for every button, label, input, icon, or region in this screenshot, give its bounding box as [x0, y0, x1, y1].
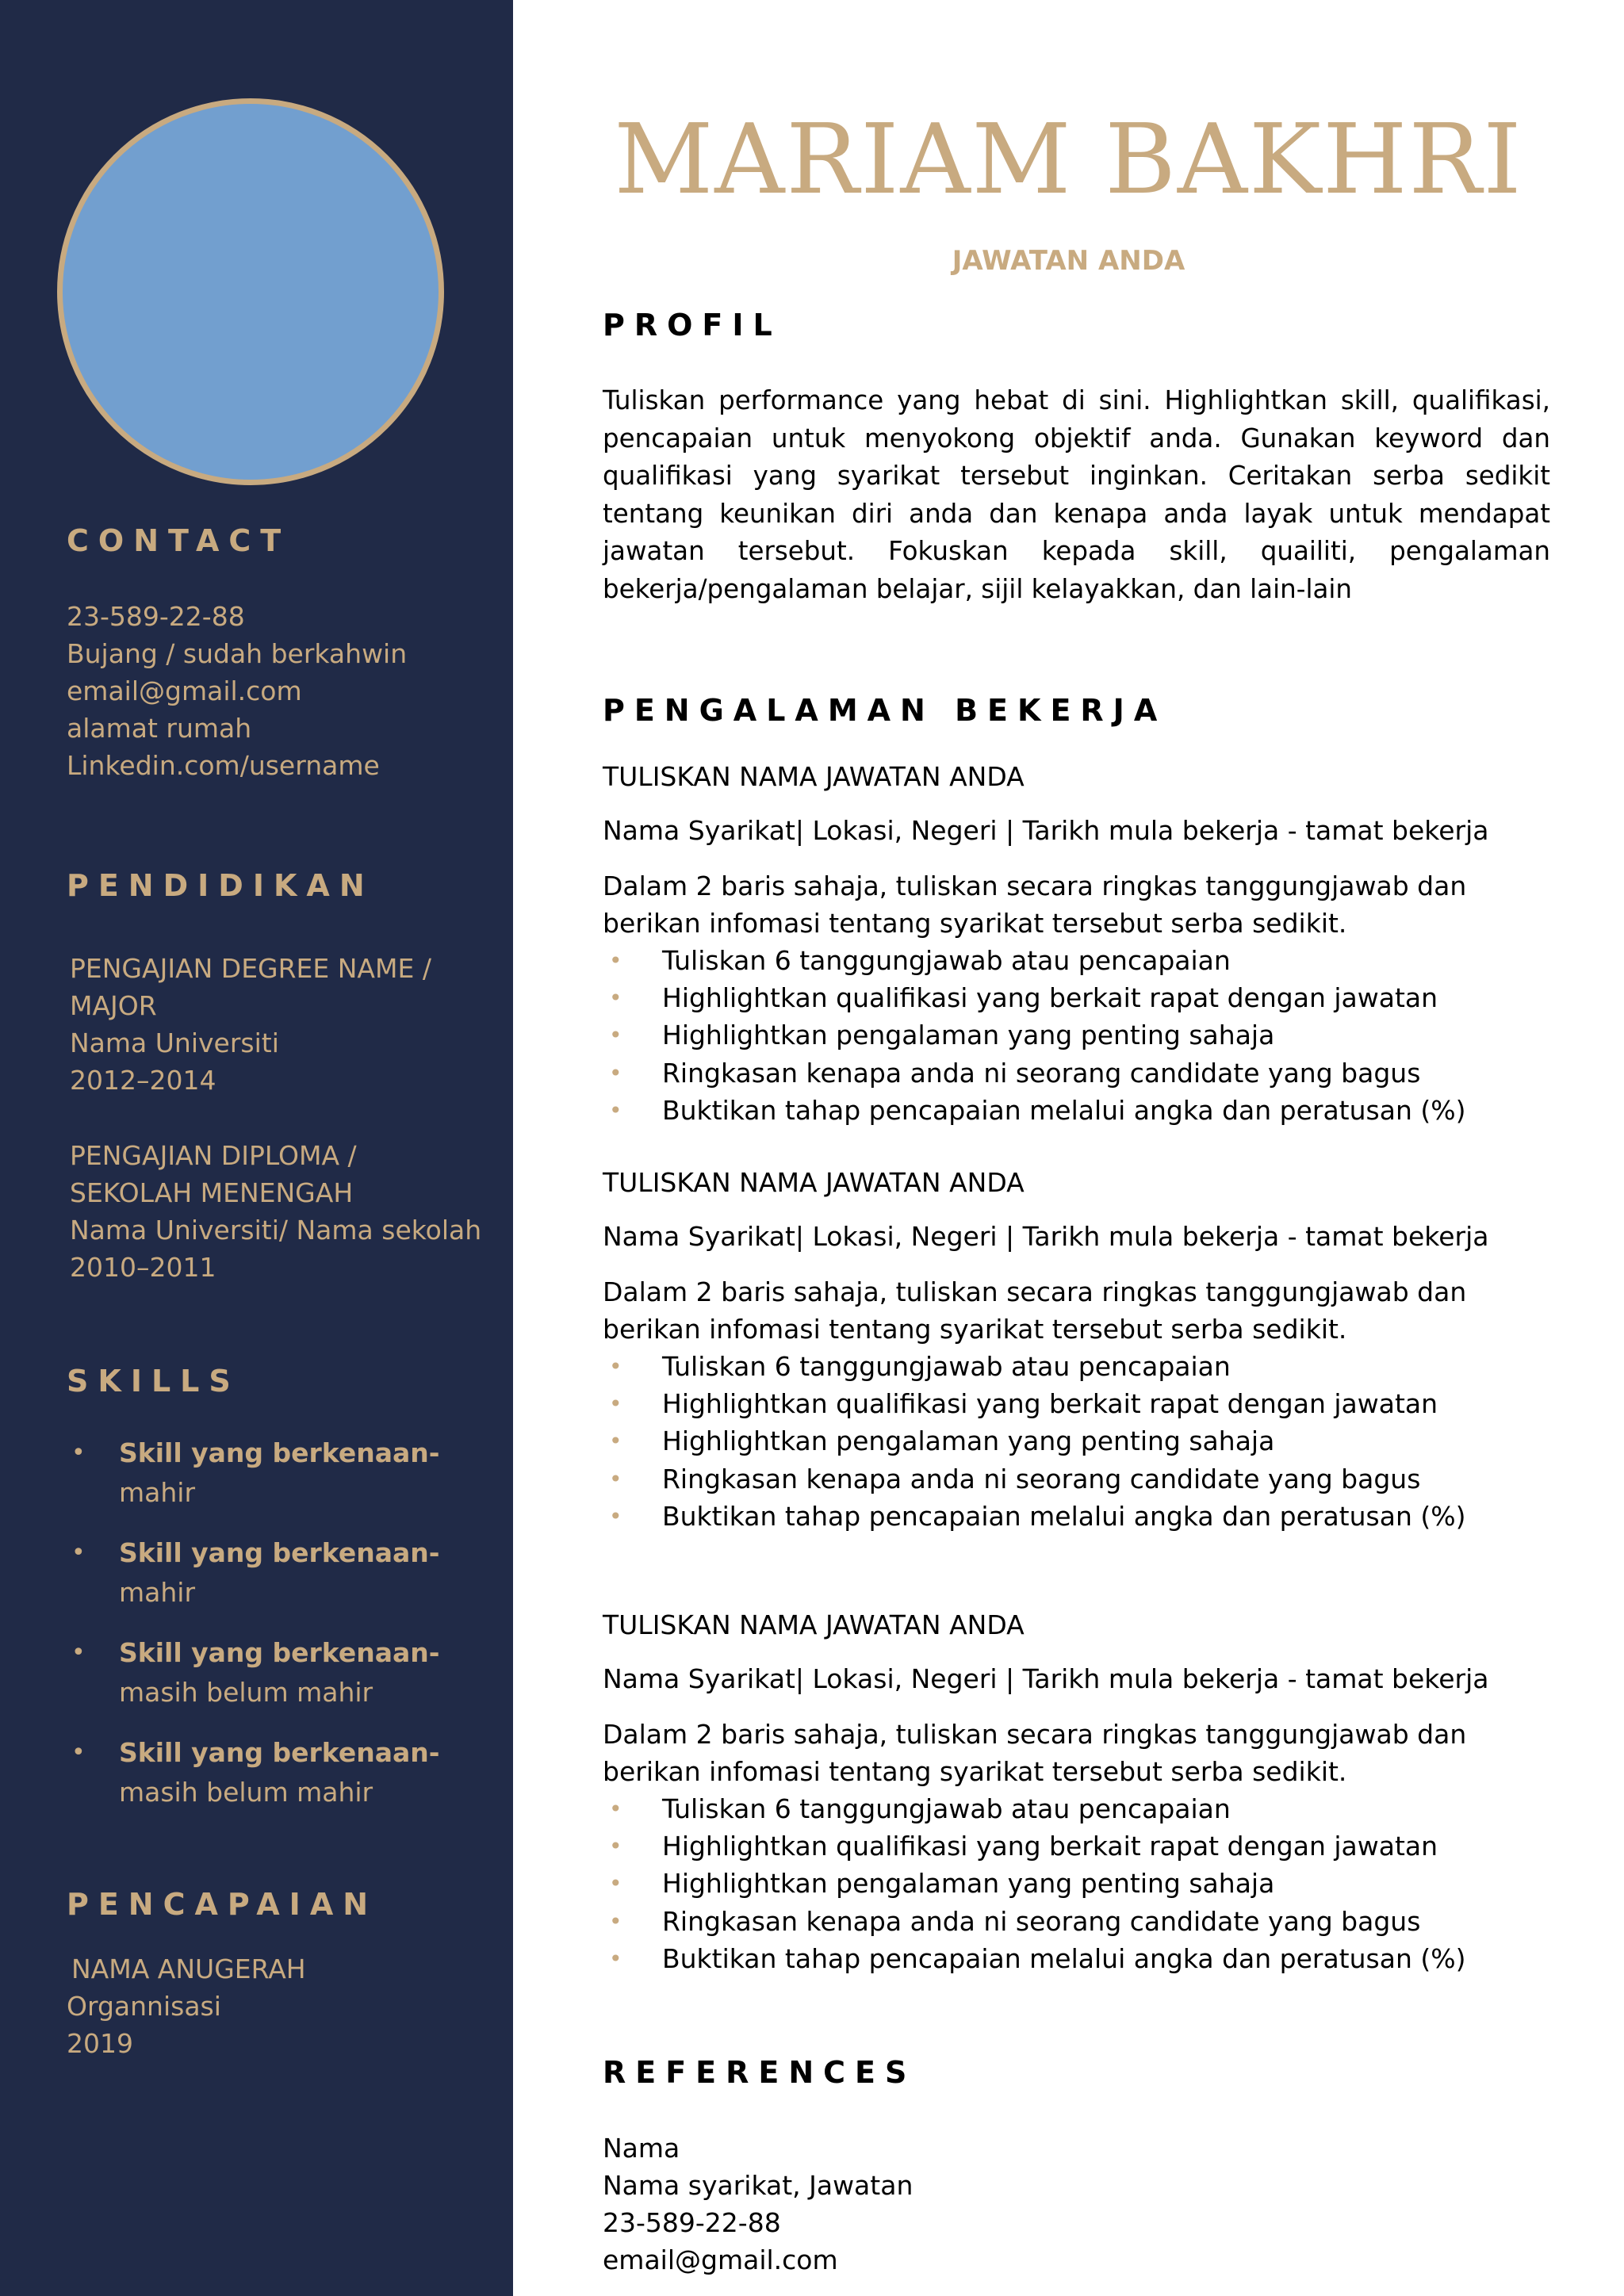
bullet-icon: •: [609, 947, 622, 974]
job-entry-description: Dalam 2 baris sahaja, tuliskan secara ringkas tanggungjawab dan berikan infomasi tentang syarikat tersebut serba sedikit.: [603, 871, 1467, 939]
skill-item: [67, 1633, 495, 1712]
bullet-icon: •: [609, 1870, 622, 1897]
profile-photo-placeholder: [57, 98, 444, 485]
job-entry-meta: Nama Syarikat| Lokasi, Negeri | Tarikh mula bekerja - tamat bekerja: [603, 1663, 1489, 1694]
bullet-icon: •: [609, 1465, 622, 1492]
contact-heading: CONTACT: [67, 523, 291, 558]
list-item-text: Tuliskan 6 tanggungjawab atau pencapaian: [662, 1793, 1231, 1824]
education-institution: Nama Universiti/ Nama sekolah: [70, 1215, 482, 1246]
references-heading: REFERENCES: [603, 2055, 917, 2090]
list-item-text: Ringkasan kenapa anda ni seorang candidate yang bagus: [662, 1905, 1421, 1937]
bullet-icon: •: [71, 1639, 86, 1667]
bullet-icon: •: [71, 1739, 86, 1766]
bullet-icon: •: [609, 1022, 622, 1049]
award-name: NAMA ANUGERAH: [71, 1954, 306, 1984]
skill-item: [67, 1433, 495, 1513]
list-item: [603, 1348, 1570, 1385]
list-item: [603, 1016, 1570, 1054]
job-entry-bullets: [603, 1348, 1570, 1535]
bullet-icon: •: [609, 1353, 622, 1380]
list-item: [603, 979, 1570, 1016]
profile-text: Tuliskan performance yang hebat di sini. Highlightkan skill, qualifikasi, pencapaian untuk menyokong objektif anda. Gunakan keyword dan qualifikasi yang syarikat tersebut inginkan. Ceritakan serba sedikit tentang keunikan diri anda dan kenapa anda layak untuk mendapat jawatan tersebut. Fokuskan kepada skill, quailiti, pengalaman bekerja/pengalaman belajar, sijil kelayakkan, dan lain-lain: [603, 385, 1550, 604]
bullet-icon: •: [609, 985, 622, 1012]
list-item: [603, 1790, 1570, 1827]
contact-address: alamat rumah: [67, 713, 252, 744]
skill-name: Skill yang berkenaan-: [119, 1437, 440, 1468]
job-entry-description: Dalam 2 baris sahaja, tuliskan secara ringkas tanggungjawab dan berikan infomasi tentang syarikat tersebut serba sedikit.: [603, 1276, 1467, 1345]
contact-section: [67, 598, 407, 784]
list-item-text: Ringkasan kenapa anda ni seorang candidate yang bagus: [662, 1463, 1421, 1494]
list-item-text: Highlightkan qualifikasi yang berkait rapat dengan jawatan: [662, 1831, 1438, 1862]
contact-linkedin: Linkedin.com/username: [67, 750, 380, 781]
skill-name: Skill yang berkenaan-: [119, 1637, 440, 1668]
bullet-icon: •: [609, 1502, 622, 1529]
skill-item: [67, 1733, 495, 1812]
skill-level: mahir: [119, 1477, 196, 1508]
education-major: MAJOR: [70, 990, 157, 1021]
achievements-section: [67, 1950, 306, 2062]
job-entry-title: TULISKAN NAMA JAWATAN ANDA: [603, 1167, 1025, 1198]
education-institution: Nama Universiti: [70, 1027, 279, 1058]
contact-marital-status: Bujang / sudah berkahwin: [67, 638, 408, 669]
bullet-icon: •: [609, 1391, 622, 1418]
job-entry-bullets: [603, 1790, 1570, 1977]
list-item: [603, 1422, 1570, 1460]
education-major: SEKOLAH MENENGAH: [70, 1177, 354, 1208]
bullet-icon: •: [609, 1796, 622, 1822]
candidate-name: MARIAM BAKHRI: [614, 103, 1523, 216]
education-entry: [70, 1137, 481, 1286]
education-entry: [70, 950, 431, 1099]
award-year: 2019: [67, 2028, 133, 2059]
achievements-heading: PENCAPAIAN: [67, 1887, 378, 1922]
list-item: [603, 1940, 1570, 1977]
job-entry-title: TULISKAN NAMA JAWATAN ANDA: [603, 761, 1025, 792]
list-item: [603, 1460, 1570, 1498]
job-entry-title: TULISKAN NAMA JAWATAN ANDA: [603, 1609, 1025, 1640]
list-item: [603, 1498, 1570, 1535]
bullet-icon: •: [71, 1439, 86, 1467]
sidebar: [0, 0, 513, 2296]
education-heading: PENDIDIKAN: [67, 868, 374, 903]
education-degree: PENGAJIAN DEGREE NAME /: [70, 953, 431, 984]
bullet-icon: •: [71, 1539, 86, 1567]
job-entry-meta: Nama Syarikat| Lokasi, Negeri | Tarikh mula bekerja - tamat bekerja: [603, 1221, 1489, 1252]
contact-phone: 23-589-22-88: [67, 601, 245, 632]
bullet-icon: •: [609, 1945, 622, 1972]
list-item-text: Highlightkan pengalaman yang penting sahaja: [662, 1425, 1275, 1457]
job-entry-bullets: [603, 942, 1570, 1129]
skill-item: [67, 1533, 495, 1613]
list-item: [603, 1092, 1570, 1129]
job-entry: [603, 760, 1570, 1129]
profile-heading: PROFIL: [603, 308, 782, 342]
reference-email: email@gmail.com: [603, 2244, 838, 2275]
education-years: 2012–2014: [70, 1065, 216, 1096]
bullet-icon: •: [609, 1428, 622, 1455]
skills-list: [67, 1433, 495, 1833]
list-item-text: Highlightkan pengalaman yang penting sahaja: [662, 1020, 1275, 1051]
bullet-icon: •: [609, 1908, 622, 1934]
contact-email: email@gmail.com: [67, 675, 302, 706]
list-item-text: Highlightkan qualifikasi yang berkait rapat dengan jawatan: [662, 982, 1438, 1014]
experience-heading: PENGALAMAN BEKERJA: [603, 693, 1167, 728]
education-degree: PENGAJIAN DIPLOMA /: [70, 1140, 357, 1171]
bullet-icon: •: [609, 1833, 622, 1860]
skill-level: masih belum mahir: [119, 1777, 373, 1808]
list-item-text: Tuliskan 6 tanggungjawab atau pencapaian: [662, 1351, 1231, 1382]
list-item-text: Tuliskan 6 tanggungjawab atau pencapaian: [662, 945, 1231, 976]
list-item: [603, 1054, 1570, 1092]
job-entry-description: Dalam 2 baris sahaja, tuliskan secara ringkas tanggungjawab dan berikan infomasi tentang syarikat tersebut serba sedikit.: [603, 1719, 1467, 1787]
bullet-icon: •: [609, 1059, 622, 1086]
list-item: [603, 1865, 1570, 1902]
reference-name: Nama: [603, 2133, 680, 2164]
skills-heading: SKILLS: [67, 1364, 240, 1399]
job-entry: [603, 1608, 1570, 1977]
skill-level: mahir: [119, 1577, 196, 1608]
reference-company: Nama syarikat, Jawatan: [603, 2170, 914, 2201]
list-item-text: Highlightkan qualifikasi yang berkait rapat dengan jawatan: [662, 1388, 1438, 1420]
list-item-text: Ringkasan kenapa anda ni seorang candidate yang bagus: [662, 1057, 1421, 1089]
list-item: [603, 1827, 1570, 1865]
job-entry-meta: Nama Syarikat| Lokasi, Negeri | Tarikh mula bekerja - tamat bekerja: [603, 815, 1489, 846]
list-item-text: Highlightkan pengalaman yang penting sahaja: [662, 1868, 1275, 1900]
list-item: [603, 1385, 1570, 1422]
list-item: [603, 942, 1570, 979]
award-organisation: Organnisasi: [67, 1991, 221, 2022]
job-title: JAWATAN ANDA: [952, 245, 1185, 277]
reference-phone: 23-589-22-88: [603, 2207, 781, 2238]
list-item-text: Buktikan tahap pencapaian melalui angka dan peratusan (%): [662, 1094, 1466, 1126]
skill-name: Skill yang berkenaan-: [119, 1537, 440, 1568]
job-entry: [603, 1165, 1570, 1535]
list-item: [603, 1903, 1570, 1940]
skill-level: masih belum mahir: [119, 1677, 373, 1708]
references-section: [603, 2130, 913, 2279]
list-item-text: Buktikan tahap pencapaian melalui angka dan peratusan (%): [662, 1500, 1466, 1532]
skill-name: Skill yang berkenaan-: [119, 1737, 440, 1768]
education-years: 2010–2011: [70, 1252, 216, 1283]
list-item-text: Buktikan tahap pencapaian melalui angka dan peratusan (%): [662, 1942, 1466, 1974]
bullet-icon: •: [609, 1096, 622, 1123]
